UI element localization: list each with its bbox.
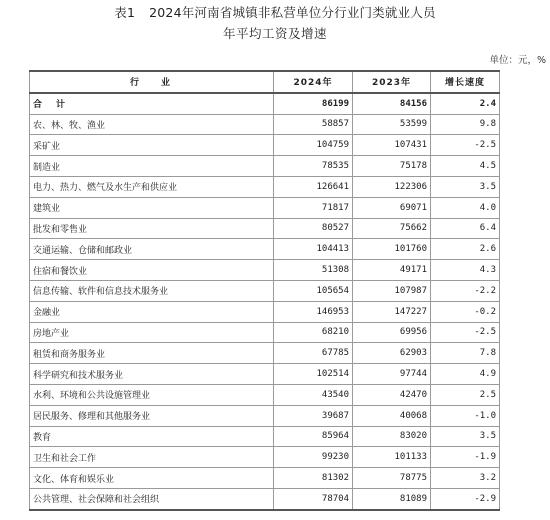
value-2024-cell: 78535: [274, 156, 353, 177]
value-2024-cell: 39687: [274, 405, 353, 426]
value-2023-cell: 101133: [353, 447, 431, 468]
growth-cell: 2.5: [431, 384, 500, 405]
industry-cell: 租赁和商务服务业: [30, 343, 274, 364]
value-2023-cell: 78775: [353, 468, 431, 489]
table-row: [30, 343, 500, 364]
industry-cell: 教育: [30, 426, 274, 447]
industry-cell: 居民服务、修理和其他服务业: [30, 405, 274, 426]
value-2024-cell: 58857: [274, 114, 353, 135]
industry-cell: 卫生和社会工作: [30, 447, 274, 468]
table-row: [30, 135, 500, 156]
value-2023-cell: 81089: [353, 488, 431, 509]
value-2024-cell: 43540: [274, 384, 353, 405]
table-title: [0, 4, 550, 43]
value-2023-cell: 62903: [353, 343, 431, 364]
total-label: 合计: [30, 93, 274, 114]
industry-cell: 批发和零售业: [30, 218, 274, 239]
total-row: [30, 93, 500, 114]
table-row: [30, 176, 500, 197]
value-2023-cell: 83020: [353, 426, 431, 447]
industry-cell: 水利、环境和公共设施管理业: [30, 384, 274, 405]
value-2024-cell: 104413: [274, 239, 353, 260]
value-2023-cell: 69071: [353, 197, 431, 218]
growth-cell: 4.0: [431, 197, 500, 218]
growth-cell: -2.5: [431, 322, 500, 343]
table-row: [30, 301, 500, 322]
growth-cell: 9.8: [431, 114, 500, 135]
value-2024-cell: 146953: [274, 301, 353, 322]
industry-cell: 制造业: [30, 156, 274, 177]
value-2024-cell: 99230: [274, 447, 353, 468]
industry-cell: 采矿业: [30, 135, 274, 156]
value-2023-cell: 107431: [353, 135, 431, 156]
value-2024-cell: 81302: [274, 468, 353, 489]
value-2024-cell: 67785: [274, 343, 353, 364]
value-2023-cell: 53599: [353, 114, 431, 135]
unit-label: 单位：元，%: [489, 55, 546, 66]
table-row: [30, 280, 500, 301]
table-row: [30, 468, 500, 489]
total-2023: 84156: [353, 93, 431, 114]
value-2024-cell: 102514: [274, 364, 353, 385]
growth-cell: -1.0: [431, 405, 500, 426]
value-2024-cell: 80527: [274, 218, 353, 239]
value-2024-cell: 104759: [274, 135, 353, 156]
header-2023: 2023年: [353, 71, 431, 93]
industry-cell: 电力、热力、燃气及水生产和供应业: [30, 176, 274, 197]
value-2023-cell: 40068: [353, 405, 431, 426]
value-2024-cell: 68210: [274, 322, 353, 343]
growth-cell: 7.8: [431, 343, 500, 364]
growth-cell: 4.9: [431, 364, 500, 385]
industry-cell: 公共管理、社会保障和社会组织: [30, 488, 274, 509]
table-row: [30, 197, 500, 218]
value-2023-cell: 75662: [353, 218, 431, 239]
table-number: 表1: [114, 5, 136, 20]
growth-cell: 3.5: [431, 426, 500, 447]
total-growth: 2.4: [431, 93, 500, 114]
value-2024-cell: 51308: [274, 260, 353, 281]
table-row: [30, 156, 500, 177]
growth-cell: 3.2: [431, 468, 500, 489]
growth-cell: -2.9: [431, 488, 500, 509]
industry-cell: 住宿和餐饮业: [30, 260, 274, 281]
header-industry: 行业: [30, 71, 274, 93]
value-2023-cell: 97744: [353, 364, 431, 385]
table-row: [30, 364, 500, 385]
industry-cell: 科学研究和技术服务业: [30, 364, 274, 385]
total-2024: 86199: [274, 93, 353, 114]
value-2024-cell: 126641: [274, 176, 353, 197]
growth-cell: 6.4: [431, 218, 500, 239]
industry-cell: 交通运输、仓储和邮政业: [30, 239, 274, 260]
value-2024-cell: 85964: [274, 426, 353, 447]
table-header-row: [30, 71, 500, 93]
value-2024-cell: 71817: [274, 197, 353, 218]
value-2023-cell: 147227: [353, 301, 431, 322]
wage-table: [29, 70, 500, 511]
title-text-1: 2024年河南省城镇非私营单位分行业门类就业人员: [149, 5, 436, 20]
table-row: [30, 447, 500, 468]
industry-cell: 文化、体育和娱乐业: [30, 468, 274, 489]
table-row: [30, 426, 500, 447]
industry-cell: 金融业: [30, 301, 274, 322]
header-2024: 2024年: [274, 71, 353, 93]
table-row: [30, 384, 500, 405]
table-row: [30, 114, 500, 135]
industry-cell: 农、林、牧、渔业: [30, 114, 274, 135]
table-row: [30, 239, 500, 260]
table-row: [30, 405, 500, 426]
table-row: [30, 218, 500, 239]
industry-cell: 房地产业: [30, 322, 274, 343]
growth-cell: 3.5: [431, 176, 500, 197]
value-2023-cell: 122306: [353, 176, 431, 197]
value-2023-cell: 49171: [353, 260, 431, 281]
table-row: [30, 322, 500, 343]
title-line-2: 年平均工资及增速: [222, 26, 327, 41]
growth-cell: -1.9: [431, 447, 500, 468]
value-2024-cell: 105654: [274, 280, 353, 301]
value-2023-cell: 75178: [353, 156, 431, 177]
industry-cell: 建筑业: [30, 197, 274, 218]
value-2023-cell: 69956: [353, 322, 431, 343]
table-row: [30, 488, 500, 509]
growth-cell: -2.2: [431, 280, 500, 301]
industry-cell: 信息传输、软件和信息技术服务业: [30, 280, 274, 301]
value-2023-cell: 101760: [353, 239, 431, 260]
title-line-1: [0, 4, 550, 22]
growth-cell: 4.3: [431, 260, 500, 281]
growth-cell: -0.2: [431, 301, 500, 322]
growth-cell: 4.5: [431, 156, 500, 177]
value-2024-cell: 78704: [274, 488, 353, 509]
value-2023-cell: 42470: [353, 384, 431, 405]
table-row: [30, 260, 500, 281]
header-growth: 增长速度: [431, 71, 500, 93]
growth-cell: 2.6: [431, 239, 500, 260]
growth-cell: -2.5: [431, 135, 500, 156]
value-2023-cell: 107987: [353, 280, 431, 301]
